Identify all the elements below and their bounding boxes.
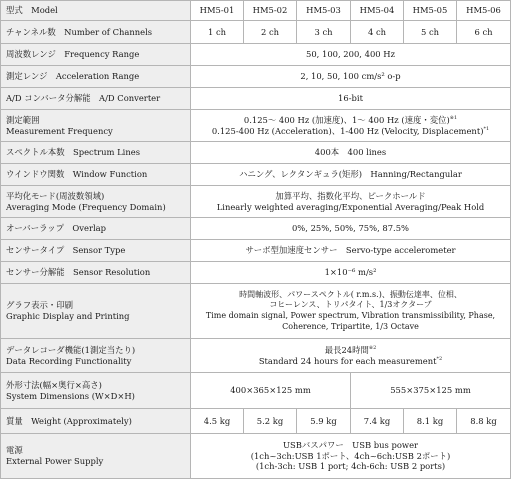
dimensions-value-4-6ch: 555×375×125 mm [351,373,511,409]
averaging-mode-row [1,186,511,218]
frequency-range-label: 周波数レンジ Frequency Range [1,44,191,66]
window-function-label: ウインドウ関数 Window Function [1,164,191,186]
acceleration-range-value: 2, 10, 50, 100 cm/s² o-p [191,66,511,88]
value-text: Standard 24 hours for each measurement [258,355,437,366]
value-en [194,126,507,137]
dimensions-value-1-3ch: 400×365×125 mm [191,373,351,409]
value-line: Coherence, Tripartite, 1/3 Octave [282,321,419,331]
label-jp: データレコーダ機能(1測定当たり) [6,344,136,355]
value-en [194,356,507,367]
weight-label: 質量 Weight (Approximately) [1,409,191,434]
measurement-frequency-value [191,110,511,142]
channels-value: 5 ch [404,21,457,44]
model-label: 型式 Model [1,1,191,21]
value-text: 0.125～ 400 Hz (加速度)、1～ 400 Hz (速度・変位) [243,114,450,125]
power-supply-value [191,434,511,479]
sensor-type-value: サーボ型加速度センサー Servo-type accelerometer [191,240,511,262]
weight-value: 5.9 kg [297,409,351,434]
ad-converter-label: A/D コンバータ分解能 A/D Converter [1,88,191,110]
value-line: USBバスパワー USB bus power [282,440,419,451]
graphic-display-row [1,284,511,339]
channels-value: 6 ch [457,21,511,44]
model-hm5-02: HM5-02 [244,1,297,21]
label-en: External Power Supply [6,456,104,466]
model-hm5-01: HM5-01 [191,1,244,21]
ad-converter-value: 16-bit [191,88,511,110]
model-hm5-05: HM5-05 [404,1,457,21]
channels-value: 4 ch [351,21,404,44]
window-function-value: ハニング、レクタンギュラ(矩形) Hanning/Rectangular [191,164,511,186]
spectrum-lines-row [1,142,511,164]
value-jp: 加算平均、指数化平均、ピークホールド [275,190,426,201]
footnote-mark: *1 [483,125,490,132]
data-recording-value [191,339,511,373]
sensor-resolution-value: 1×10⁻⁶ m/s² [191,262,511,284]
averaging-mode-value [191,186,511,218]
spectrum-lines-label: スペクトル本数 Spectrum Lines [1,142,191,164]
value-jp [194,345,507,356]
power-supply-row [1,434,511,479]
measurement-frequency-label [1,110,191,142]
measurement-frequency-row [1,110,511,142]
footnote-mark: ※1 [449,115,458,122]
value-text: 最長24時間 [324,344,369,355]
weight-value: 8.1 kg [404,409,457,434]
channels-value: 1 ch [191,21,244,44]
value-line: 時間軸波形、パワースペクトル( r.m.s.)、振動伝達率、位相、 [239,289,462,299]
weight-value: 7.4 kg [351,409,404,434]
sensor-type-row [1,240,511,262]
frequency-range-value: 50, 100, 200, 400 Hz [191,44,511,66]
label-jp: グラフ表示・印刷 [6,300,73,311]
weight-value: 5.2 kg [244,409,297,434]
acceleration-range-label: 測定レンジ Acceleration Range [1,66,191,88]
channels-value: 3 ch [297,21,351,44]
weight-value: 8.8 kg [457,409,511,434]
model-row [1,1,511,21]
label-en: Measurement Frequency [6,125,113,136]
label-en: System Dimensions (W×D×H) [6,390,135,401]
label-jp: 外形寸法(幅×奥行×高さ) [6,379,102,390]
sensor-resolution-row [1,262,511,284]
spectrum-lines-value: 400本 400 lines [191,142,511,164]
ad-converter-row [1,88,511,110]
overlap-value: 0%, 25%, 50%, 75%, 87.5% [191,218,511,240]
overlap-row [1,218,511,240]
window-function-row [1,164,511,186]
acceleration-range-row [1,66,511,88]
averaging-mode-label [1,186,191,218]
value-line: Time domain signal, Power spectrum, Vibration transmissibility, Phase, [205,311,496,320]
dimensions-row [1,373,511,409]
sensor-resolution-label: センサー分解能 Sensor Resolution [1,262,191,284]
value-line: コヒーレンス、トリパタイト、1/3オクターブ [269,300,432,310]
channels-value: 2 ch [244,21,297,44]
model-hm5-04: HM5-04 [351,1,404,21]
footnote-mark: *2 [436,355,443,362]
overlap-label: オーバーラップ Overlap [1,218,191,240]
data-recording-row [1,339,511,373]
weight-row [1,409,511,434]
label-jp: 電源 [6,445,23,456]
dimensions-label [1,373,191,409]
value-en: Linearly weighted averaging/Exponential Averaging/Peak Hold [216,201,485,212]
label-jp: 測定範囲 [6,114,40,125]
channels-label: チャンネル数 Number of Channels [1,21,191,44]
label-en: Data Recording Functionality [6,355,132,366]
graphic-display-label [1,284,191,339]
label-en: Graphic Display and Printing [6,311,130,321]
value-line: (1ch~3ch:USB 1ポート、4ch~6ch:USB 2ポート) [250,450,451,461]
channels-row [1,21,511,44]
label-en: Averaging Mode (Frequency Domain) [6,201,166,212]
model-hm5-03: HM5-03 [297,1,351,21]
weight-value: 4.5 kg [191,409,244,434]
value-line: (1ch-3ch: USB 1 port; 4ch-6ch: USB 2 ports) [255,461,446,472]
label-jp: 平均化モード(周波数領域) [6,190,105,201]
value-text: 0.125-400 Hz (Acceleration)、1-400 Hz (Velocity, Displacement) [211,125,484,136]
footnote-mark: ※2 [368,345,377,352]
power-supply-label [1,434,191,479]
frequency-range-row [1,44,511,66]
graphic-display-value [191,284,511,339]
value-jp [194,115,507,126]
model-hm5-06: HM5-06 [457,1,511,21]
sensor-type-label: センサータイプ Sensor Type [1,240,191,262]
data-recording-label [1,339,191,373]
